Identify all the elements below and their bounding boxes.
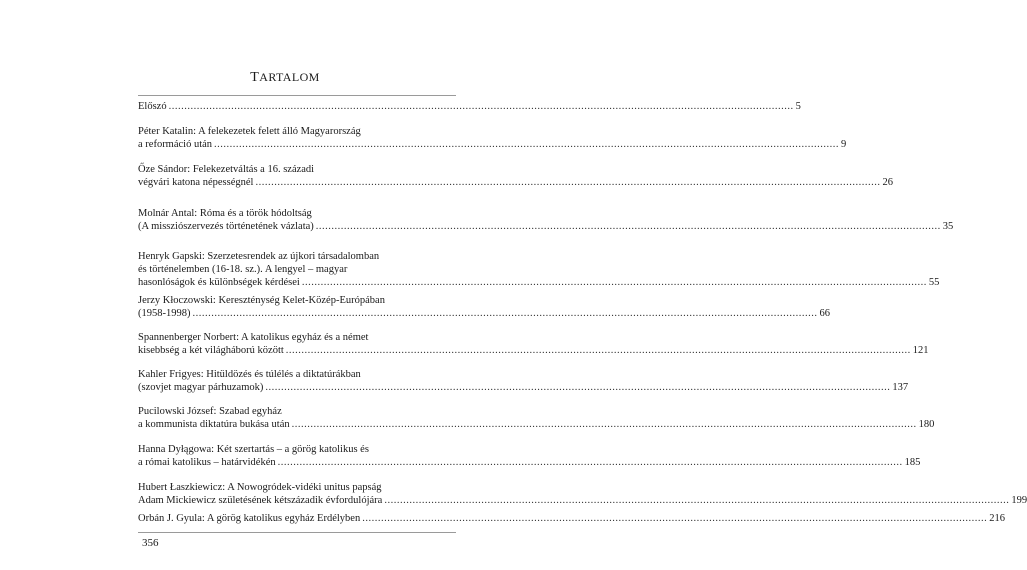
toc-entry <box>138 100 801 113</box>
toc-page-number: 26 <box>882 177 893 188</box>
toc-entry <box>138 163 893 189</box>
toc-page-number: 137 <box>892 382 909 393</box>
dot-leader: ........................................................................................................................................................................................................ <box>192 308 818 319</box>
page-title <box>0 70 570 86</box>
page-number: 356 <box>142 537 159 549</box>
toc-entry-last-line <box>138 344 929 357</box>
toc-page-number: 216 <box>989 513 1005 524</box>
dot-leader: ........................................................................................................................................................................................................ <box>315 221 941 232</box>
toc-entry-title: (A missziószervezés történetének vázlata) <box>138 221 314 232</box>
title-rest: ARTALOM <box>259 70 320 84</box>
toc-entry-last-line <box>138 220 954 233</box>
toc-entry <box>138 405 935 431</box>
toc-entry-last-line <box>138 381 909 394</box>
toc-entry-title: a római katolikus – határvidékén <box>138 457 276 468</box>
toc-page-number: 9 <box>841 139 847 150</box>
toc-entry-line: és történelemben (16-18. sz.). A lengyel – magyar <box>138 264 348 275</box>
toc-page-number: 55 <box>928 277 940 288</box>
toc-page-number: 66 <box>819 308 830 319</box>
toc-entry-last-line <box>138 307 830 320</box>
dot-leader: ........................................................................................................................................................................................................ <box>291 419 917 430</box>
toc-page-number: 199 <box>1011 495 1027 506</box>
dot-leader: ........................................................................................................................................................................................................ <box>265 382 891 393</box>
dot-leader: ........................................................................................................................................................................................................ <box>285 345 911 356</box>
dot-leader: ........................................................................................................................................................................................................ <box>214 139 840 150</box>
toc-entry-title: a reformáció után <box>138 139 213 150</box>
toc-entry-last-line <box>138 138 847 151</box>
toc-entry-line: Spannenberger Norbert: A katolikus egyház és a német <box>138 332 369 343</box>
toc-entry-line: Péter Katalin: A felekezetek felett álló Magyarország <box>138 126 361 137</box>
title-initial: T <box>250 70 260 85</box>
toc-page-number: 35 <box>942 221 954 232</box>
toc-entry-title: (1958-1998) <box>138 308 191 319</box>
toc-page-number: 180 <box>918 419 935 430</box>
toc-entry-last-line <box>138 100 801 113</box>
toc-entry <box>138 250 940 289</box>
toc-entry-line: Őze Sándor: Felekezetváltás a 16. századi <box>138 164 315 175</box>
toc-page-number: 185 <box>904 457 921 468</box>
toc-entry-title: a kommunista diktatúra bukása után <box>138 419 290 430</box>
toc-entry-last-line <box>138 276 940 289</box>
toc-entry-line: Hubert Łaszkiewicz: A Nowogródek-vidéki unitus papság <box>138 482 382 493</box>
toc-page-number: 121 <box>912 345 929 356</box>
toc-entry-title: végvári katona népességnél <box>138 177 254 188</box>
toc-page-number: 5 <box>795 101 801 112</box>
toc-entry-title: Adam Mickiewicz születésének kétszázadik évfordulójára <box>138 495 383 506</box>
toc-entry-last-line <box>138 512 1005 525</box>
toc-entry <box>138 125 847 151</box>
toc-entry <box>138 512 1005 525</box>
top-rule <box>138 95 456 96</box>
toc-entry-last-line <box>138 176 893 189</box>
toc-entry-title: kisebbség a két világháború között <box>138 345 284 356</box>
toc-entry-line: Henryk Gapski: Szerzetesrendek az újkori társadalomban <box>138 251 380 262</box>
toc-entry-title: Orbán J. Gyula: A görög katolikus egyház Erdélyben <box>138 513 361 524</box>
toc-entry-last-line <box>138 494 1027 507</box>
dot-leader: ........................................................................................................................................................................................................ <box>301 277 927 288</box>
toc-entry-title: Előszó <box>138 101 167 112</box>
toc-entry <box>138 207 954 233</box>
bottom-rule <box>138 532 456 533</box>
dot-leader: ........................................................................................................................................................................................................ <box>255 177 881 188</box>
toc-entry <box>138 481 1027 507</box>
toc-entry-last-line <box>138 418 935 431</box>
toc-entry-line: Kahler Frigyes: Hitüldözés és túlélés a diktatúrákban <box>138 369 361 380</box>
toc-entry <box>138 368 909 394</box>
dot-leader: ........................................................................................................................................................................................................ <box>362 513 988 524</box>
toc-entry <box>138 294 830 320</box>
toc-entry <box>138 331 929 357</box>
dot-leader: ........................................................................................................................................................................................................ <box>277 457 903 468</box>
toc-entry-last-line <box>138 456 921 469</box>
toc-entry-line: Jerzy Kłoczowski: Kereszténység Kelet-Közép-Európában <box>138 295 385 306</box>
dot-leader: ........................................................................................................................................................................................................ <box>384 495 1010 506</box>
toc-entry-line: Pucilowski József: Szabad egyház <box>138 406 282 417</box>
dot-leader: ........................................................................................................................................................................................................ <box>168 101 794 112</box>
toc-entry-title: (szovjet magyar párhuzamok) <box>138 382 264 393</box>
toc-entry-line: Hanna Dyłągowa: Két szertartás – a görög katolikus és <box>138 444 369 455</box>
toc-entry-line: Molnár Antal: Róma és a török hódoltság <box>138 208 312 219</box>
toc-entry-title: hasonlóságok és különbségek kérdései <box>138 277 300 288</box>
toc-entry <box>138 443 921 469</box>
